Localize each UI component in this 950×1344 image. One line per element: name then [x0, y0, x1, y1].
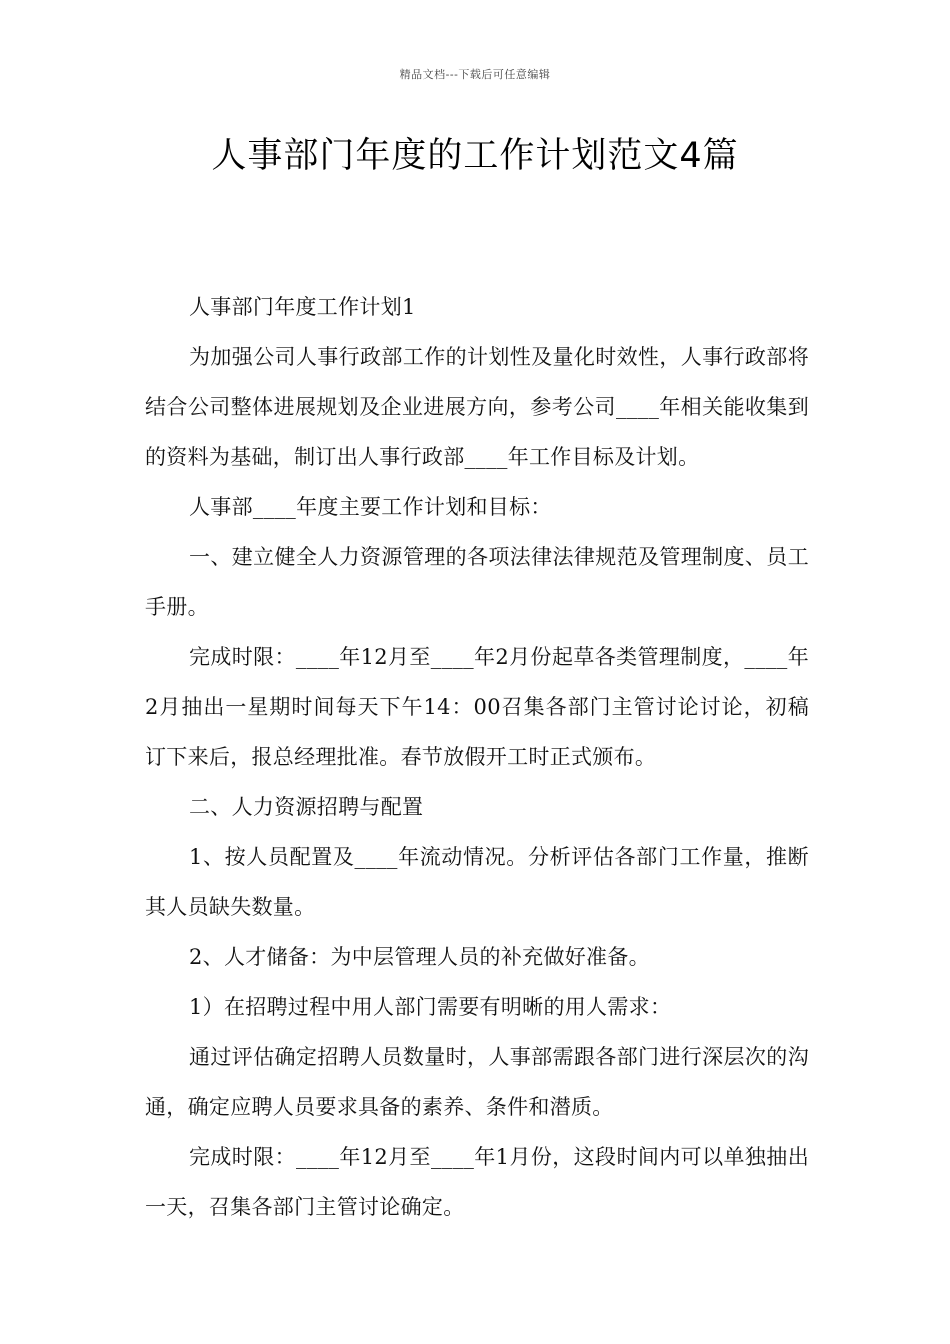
document-body — [145, 282, 809, 1232]
body-paragraph: 1、按人员配置及____年流动情况。分析评估各部门工作量，推断其人员缺失数量。 — [145, 845, 809, 919]
body-paragraph: 通过评估确定招聘人员数量时，人事部需跟各部门进行深层次的沟通，确定应聘人员要求具备的素养、条件和潜质。 — [145, 1045, 809, 1119]
section-heading: 人事部门年度工作计划1 — [189, 295, 416, 319]
body-paragraph: 人事部____年度主要工作计划和目标： — [189, 495, 552, 519]
body-paragraph: 1）在招聘过程中用人部门需要有明晰的用人需求： — [189, 995, 672, 1019]
body-paragraph: 2、人才储备：为中层管理人员的补充做好准备。 — [189, 945, 650, 969]
body-paragraph: 完成时限：____年12月至____年2月份起草各类管理制度，____年2月抽出一星期时间每天下午14：00召集各部门主管讨论讨论，初稿订下来后，报总经理批准。春节放假开工时正式颁布。 — [145, 645, 809, 769]
body-paragraph: 一、建立健全人力资源管理的各项法律法律规范及管理制度、员工手册。 — [145, 545, 809, 619]
body-paragraph: 为加强公司人事行政部工作的计划性及量化时效性，人事行政部将结合公司整体进展规划及企业进展方向，参考公司____年相关能收集到的资料为基础，制订出人事行政部____年工作目标及计划。 — [145, 345, 809, 469]
body-paragraph: 完成时限：____年12月至____年1月份，这段时间内可以单独抽出一天，召集各部门主管讨论确定。 — [145, 1145, 809, 1219]
header-note: 精品文档---下载后可任意编辑 — [399, 68, 551, 81]
document-title: 人事部门年度的工作计划范文4篇 — [211, 136, 739, 176]
body-paragraph: 二、人力资源招聘与配置 — [189, 795, 424, 819]
